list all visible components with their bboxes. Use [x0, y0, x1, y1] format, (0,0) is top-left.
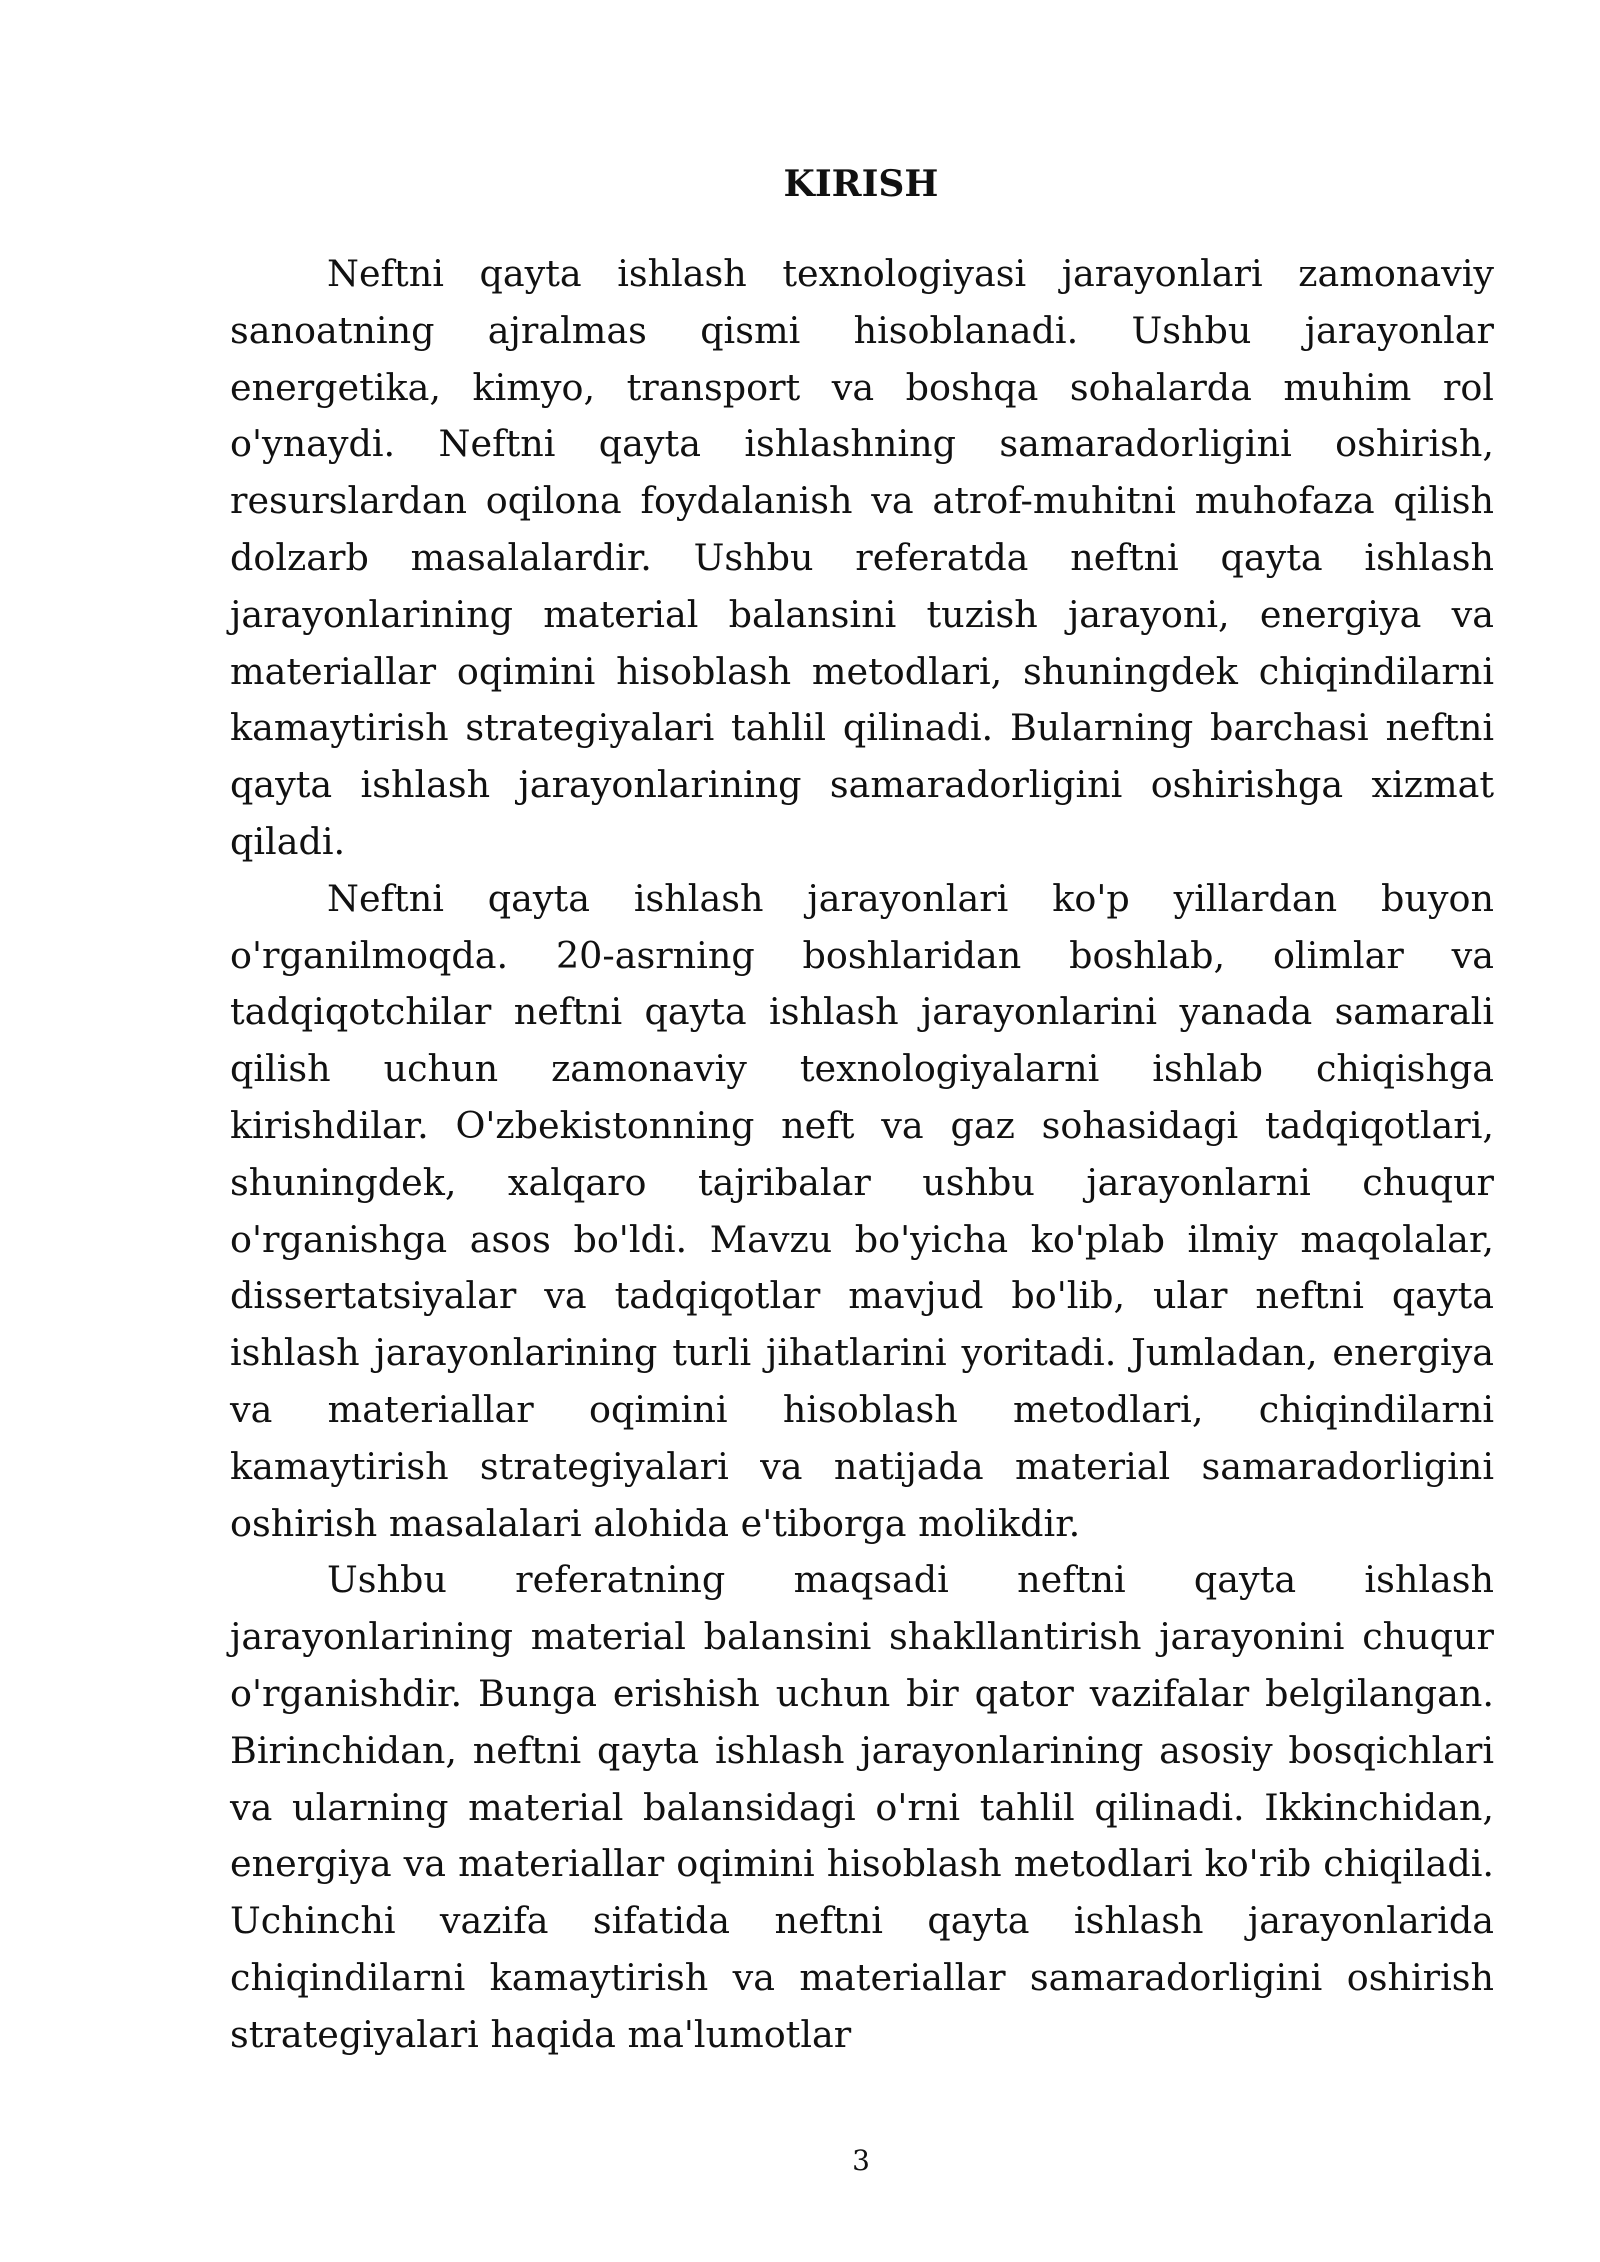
section-title: KIRISH	[783, 163, 939, 205]
page-number: 3	[852, 2144, 870, 2177]
body-text	[230, 246, 1494, 2064]
paragraph-history: Neftni qayta ishlash jarayonlari ko'p yillardan buyon o'rganilmoqda. 20-asrning boshlaridan boshlab, olimlar va tadqiqotchilar neftni qayta ishlash jarayonlarini yanada samarali qilish uchun zamonaviy texnologiyalarni ishlab chiqishga kirishdilar. O'zbekistonning neft va gaz sohasidagi tadqiqotlari, shuningdek, xalqaro tajribalar ushbu jarayonlarni chuqur o'rganishga asos bo'ldi. Mavzu bo'yicha ko'plab ilmiy maqolalar, dissertatsiyalar va tadqiqotlar mavjud bo'lib, ular neftni qayta ishlash jarayonlarining turli jihatlarini yoritadi. Jumladan, energiya va materiallar oqimini hisoblash metodlari, chiqindilarni kamaytirish strategiyalari va natijada material samaradorligini oshirish masalalari alohida e'tiborga molikdir.	[230, 876, 1494, 1545]
paragraph-goal: Ushbu referatning maqsadi neftni qayta ishlash jarayonlarining material balansini shakllantirish jarayonini chuqur o'rganishdir. Bunga erishish uchun bir qator vazifalar belgilangan. Birinchidan, neftni qayta ishlash jarayonlarining asosiy bosqichlari va ularning material balansidagi o'rni tahlil qilinadi. Ikkinchidan, energiya va materiallar oqimini hisoblash metodlari ko'rib chiqiladi. Uchinchi vazifa sifatida neftni qayta ishlash jarayonlarida chiqindilarni kamaytirish va materiallar samaradorligini oshirish strategiyalari haqida ma'lumotlar	[230, 1558, 1494, 2056]
paragraph-intro: Neftni qayta ishlash texnologiyasi jarayonlari zamonaviy sanoatning ajralmas qismi hisoblanadi. Ushbu jarayonlar energetika, kimyo, transport va boshqa sohalarda muhim rol o'ynaydi. Neftni qayta ishlashning samaradorligini oshirish, resurslardan oqilona foydalanish va atrof-muhitni muhofaza qilish dolzarb masalalardir. Ushbu referatda neftni qayta ishlash jarayonlarining material balansini tuzish jarayoni, energiya va materiallar oqimini hisoblash metodlari, shuningdek chiqindilarni kamaytirish strategiyalari tahlil qilinadi. Bularning barchasi neftni qayta ishlash jarayonlarining samaradorligini oshirishga xizmat qiladi.	[230, 252, 1494, 863]
